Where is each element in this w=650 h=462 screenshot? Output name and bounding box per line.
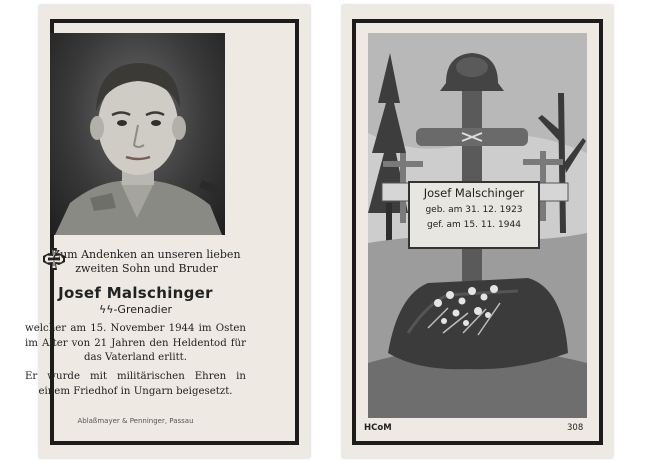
grave-plaque: [408, 181, 540, 249]
plaque-birth-date: geb. am 31. 12. 1923: [425, 205, 523, 215]
dedication-line-1: Zum Andenken an unseren lieben: [52, 248, 241, 261]
deceased-name: Josef Malschinger: [58, 284, 213, 302]
burial-text: Er wurde mit militärischen Ehren in einem Friedhof in Ungarn beigesetzt.: [25, 371, 246, 397]
portrait-photo: [50, 33, 225, 235]
obituary-text: welcher am 15. November 1944 im Osten im Alter von 21 Jahren den Heldentod für das Vaterland erlitt.: [25, 323, 246, 363]
portrait-illustration: [50, 33, 225, 235]
publisher-mark: HCoM: [364, 423, 392, 433]
printer-credit: Ablaßmayer & Penninger, Passau: [77, 417, 194, 425]
dedication-line-2: zweiten Sohn und Bruder: [75, 262, 218, 275]
dedication-text: [25, 248, 246, 276]
plaque-death-date: gef. am 15. 11. 1944: [427, 220, 521, 230]
card-number: 308: [567, 423, 584, 433]
plaque-name: Josef Malschinger: [423, 186, 525, 200]
military-rank: ϟϟ-Grenadier: [98, 303, 173, 316]
